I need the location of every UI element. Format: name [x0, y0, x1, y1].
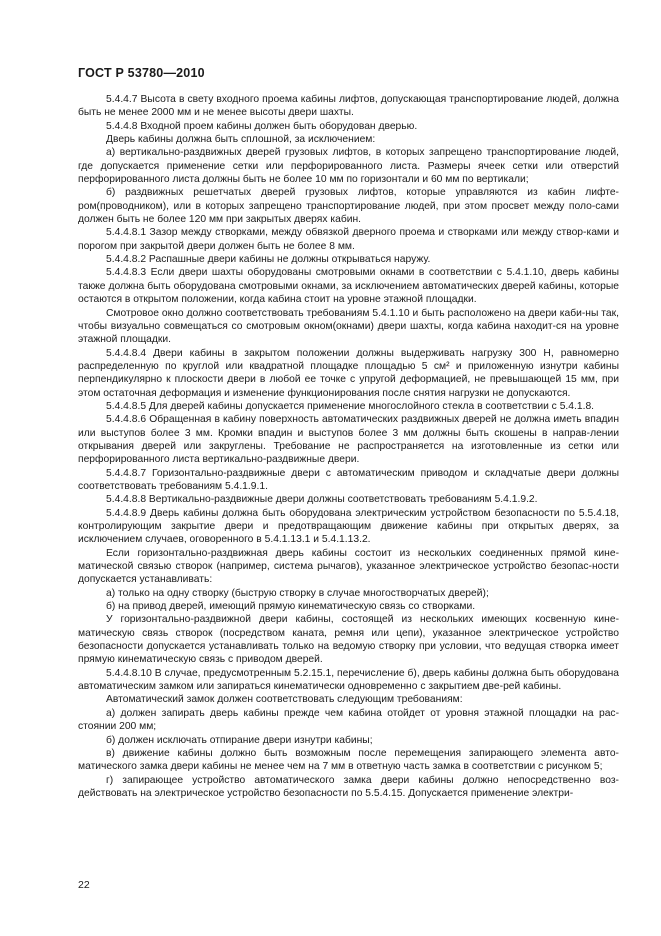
document-header: ГОСТ Р 53780—2010	[78, 66, 205, 80]
paragraph: 5.4.4.8.3 Если двери шахты оборудованы смотровыми окнами в соответствии с 5.4.1.10, дверь кабины также должна быть оборудована смотровыми окнами, за исключением автоматических дверей кабины, которые остаются в открытом положении, когда кабина стоит на уровне этажной площадки.	[78, 267, 619, 306]
paragraph: а) вертикально-раздвижных дверей грузовых лифтов, в которых запрещено транспортирование людей, где допускается применение сетки или перфорированного листа. Размеры ячеек сетки или отверстий перфорированного листа должны быть не более 10 мм по горизонтали и 60 мм по вертикали;	[78, 147, 619, 186]
paragraph: 5.4.4.8.6 Обращенная в кабину поверхность автоматических раздвижных дверей не должна иметь впадин или выступов более 3 мм. Кромки впадин и выступов более 3 мм должны быть скошены в направ-лении открывания дверей или закруглены. Требование не распространяется на изготовленные из сетки или перфорированного листа вертикально-раздвижные двери.	[78, 414, 619, 466]
paragraph: Дверь кабины должна быть сплошной, за исключением:	[106, 134, 376, 146]
paragraph: Если горизонтально-раздвижная дверь кабины состоит из нескольких соединенных прямой кине-матической связью створок (например, система рычагов), указанное электрическое устройство безопас-ности допускается устанавливать:	[78, 547, 619, 586]
paragraph: У горизонтально-раздвижной двери кабины, состоящей из нескольких имеющих косвенную кине-матическую связь створок (посредством каната, ремня или цепи), указанное электрическое устройство безопасности допускается устанавливать только на ведомую створку при условии, что ведущая створка имеет прямую кинематическую связь с приводом дверей.	[78, 614, 619, 666]
paragraph: в) движение кабины должно быть возможным после перемещения запирающего элемента авто-матического замка двери кабины не менее чем на 7 мм в ответную часть замка в соответствии с рисунком 5;	[78, 747, 619, 773]
paragraph: б) на привод дверей, имеющий прямую кинематическую связь со створками.	[106, 601, 476, 613]
page-number: 22	[78, 879, 90, 891]
paragraph: Автоматический замок должен соответствовать следующим требованиям:	[106, 694, 463, 706]
paragraph: 5.4.4.8.8 Вертикально-раздвижные двери должны соответствовать требованиям 5.4.1.9.2.	[106, 494, 538, 506]
paragraph: б) должен исключать отпирание двери изнутри кабины;	[106, 734, 373, 746]
paragraph: 5.4.4.8.10 В случае, предусмотренным 5.2.15.1, перечисление б), дверь кабины должна быть оборудована автоматическим замком или запираться кинематически одновременно с закрытием две-рей кабины.	[78, 667, 619, 693]
paragraph: г) запирающее устройство автоматического замка двери кабины должно непосредственно воз-действовать на электрическое устройство безопасности по 5.5.4.15. Допускается применение электри-	[78, 774, 619, 799]
paragraph: 5.4.4.7 Высота в свету входного проема кабины лифтов, допускающая транспортирование людей, должна быть не менее 2000 мм и не менее высоты двери шахты.	[78, 94, 619, 119]
paragraph: 5.4.4.8.7 Горизонтально-раздвижные двери с автоматическим приводом и складчатые двери должны соответствовать требованиям 5.4.1.9.1.	[78, 467, 619, 492]
paragraph: 5.4.4.8.9 Дверь кабины должна быть оборудована электрическим устройством безопасности по 5.5.4.18, контролирующим закрытие двери и предотвращающим движение кабины при открытых дверях, за исключением случаев, оговоренного в 5.4.1.13.1 и 5.4.1.13.2.	[78, 507, 619, 546]
document-body	[78, 93, 619, 800]
paragraph: 5.4.4.8 Входной проем кабины должен быть оборудован дверью.	[106, 120, 418, 132]
paragraph: 5.4.4.8.4 Двери кабины в закрытом положении должны выдерживать нагрузку 300 Н, равномерно распределенную по круглой или квадратной площадке площадью 5 см² и приложенную изнутри кабины перпендикулярно к плоскости двери в любой ее точке с упругой деформацией, не превышающей 15 мм, при этом остаточная деформация и изменение функционирования после снятия нагрузки не допускаются.	[78, 347, 619, 399]
paragraph: Смотровое окно должно соответствовать требованиям 5.4.1.10 и быть расположено на двери каби-ны так, чтобы визуально совмещаться со смотровым окном(окнами) двери шахты, когда кабина находит-ся на уровне этажной площадки.	[78, 307, 619, 346]
paragraph: а) должен запирать дверь кабины прежде чем кабина отойдет от уровня этажной площадки на рас-стоянии 200 мм;	[78, 707, 619, 733]
paragraph: б) раздвижных решетчатых дверей грузовых лифтов, которые управляются из кабин лифте-ром(проводником), или в которых запрещено транспортирование людей, при этом просвет между поло-сами должен быть не более 120 мм при закрытых дверях кабин.	[78, 187, 619, 226]
paragraph: 5.4.4.8.2 Распашные двери кабины не должны открываться наружу.	[106, 254, 431, 266]
paragraph: а) только на одну створку (быструю створку в случае многостворчатых дверей);	[106, 587, 489, 599]
paragraph: 5.4.4.8.1 Зазор между створками, между обвязкой дверного проема и створками или между створ-ками и порогом при закрытой двери должен быть не более 8 мм.	[78, 227, 619, 252]
paragraph: 5.4.4.8.5 Для дверей кабины допускается применение многослойного стекла в соответствии с 5.4.1.8.	[106, 400, 595, 412]
